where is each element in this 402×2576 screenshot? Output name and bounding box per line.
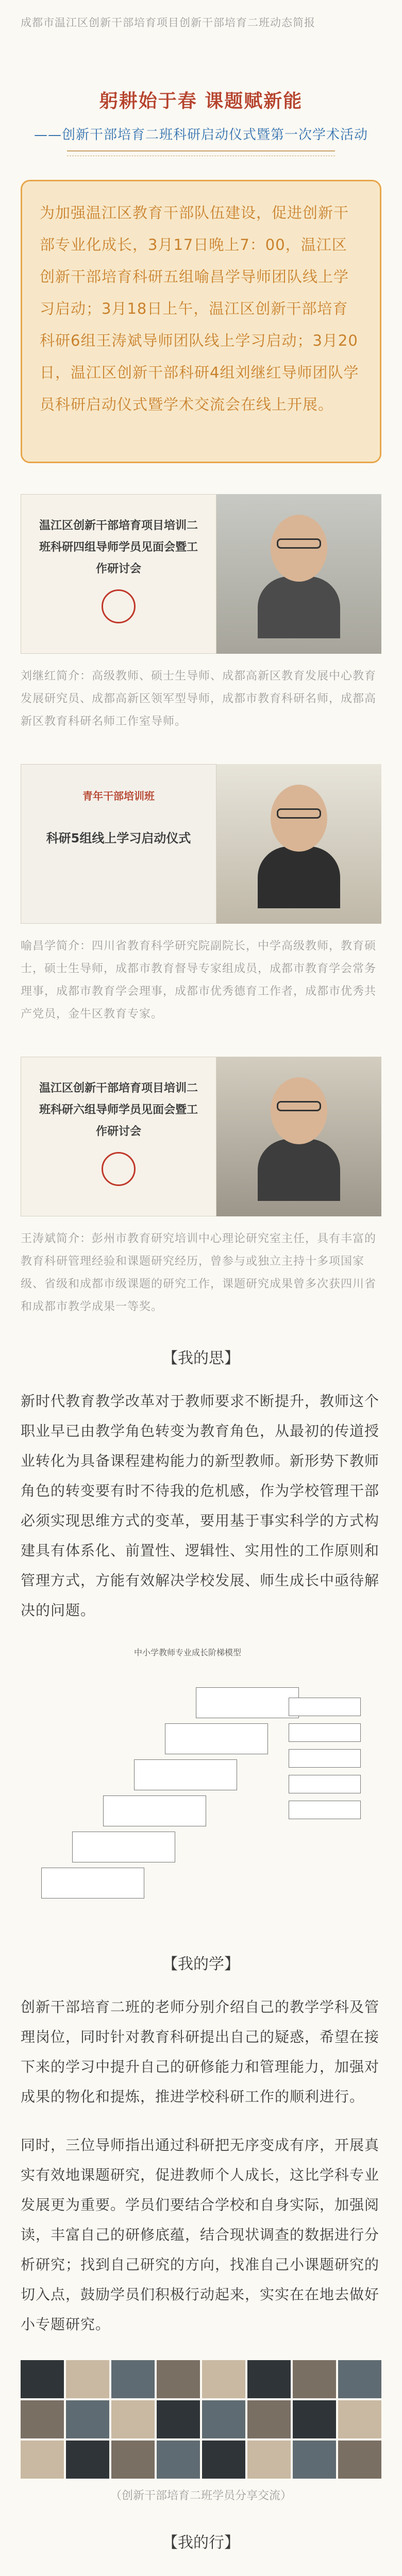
video-frame [216,764,381,924]
page-title: 躬耕始于春 课题赋新能 [99,91,303,112]
mentor-caption: 喻昌学简介：四川省教育科学研究院副院长，中学高级教师，教育硕士，硕士生导师，成都市教育督导专家组成员，成都市教育学会常务理事，成都市教育学会理事，成都市优秀德育工作者，成都市优秀共产党员，金牛区教育专家。 [21,940,377,1021]
section-paragraph [21,2571,381,2576]
meeting-slide [21,494,216,654]
intro-box: 为加强温江区教育干部队伍建设，促进创新干部专业化成长，3月17日晚上7：00，温江区创新干部培育科研五组喻昌学导师团队线上学习启动；3月18日上午，温江区创新干部培育科研6组王涛斌导师团队线上学习启动；3月20日，温江区创新干部科研4组刘继红导师团队学员科研启动仪式暨学术交流会在线上开展。 [21,180,381,463]
section-paragraph: 创新干部培育二班的老师分别介绍自己的教学学科及管理岗位，同时针对教育科研提出自己的疑惑，希望在接下来的学习中提升自己的研修能力和管理能力，加强对成果的物化和提炼，推进学校科研工作的顺利进行。 [21,1998,380,2105]
emblem-icon [102,589,136,623]
mentor-caption: 王涛斌简介：彭州市教育研究培训中心理论研究室主任，具有丰富的教育科研管理经验和课题研究经历，曾参与或独立主持十多项国家级、省级和成都市级课题的研究工作，课题研究成果曾多次获四川省和成都市教学成果一等奖。 [21,1232,377,1313]
title-divider [67,150,335,156]
diagram-title: 中小学教师专业成长阶梯模型 [134,1648,242,1657]
slide-banner: 青年干部培训班 [82,790,155,802]
page-subtitle: ——创新干部培育二班科研启动仪式暨第一次学术活动 [34,127,368,143]
slide-text: 温江区创新干部培育项目培训二班科研四组导师学员见面会暨工作研讨会 [39,519,198,575]
emblem-icon [102,1152,136,1186]
section-heading-learn: 【我的学】 [162,1955,240,1973]
meeting-slide [21,764,216,924]
section-heading-think: 【我的思】 [162,1349,240,1367]
meeting-slide [21,1057,216,1216]
video-frame [216,494,381,654]
section-heading-act: 【我的行】 [162,2534,240,2552]
slide-text: 科研5组线上学习启动仪式 [46,831,191,845]
photo-row-3 [21,1057,381,1216]
mentor-photo [258,785,340,908]
video-call-collage [21,2360,381,2479]
mentor-photo [258,1077,340,1201]
section-paragraph: 同时，三位导师指出通过科研把无序变成有序，开展真实有效地课题研究，促进教师个人成长，这比学科专业发展更为重要。学员们要结合学校和自身实际，加强阅读，丰富自己的研修底蕴，结合现状调查的数据进行分析研究；找到自己研究的方向，找准自己小课题研究的切入点，鼓励学员们积极行动起来，实实在在地去做好小专题研究。 [21,2137,380,2333]
mentor-photo [258,515,340,638]
collage-caption: （创新干部培育二班学员分享交流） [110,2489,292,2502]
breadcrumb: 成都市温江区创新干部培育项目创新干部培育二班动态简报 [21,16,315,29]
section-paragraph: 新时代教育教学改革对于教师要求不断提升，教师这个职业早已由教学角色转变为教育角色，从最初的传道授业转化为具备课程建构能力的新型教师。新形势下教师角色的转变要有时不待我的危机感，作为学校管理干部必须实现思维方式的变革，要用基于事实科学的方式构建具有体系化、前置性、逻辑性、实用性的工作原则和管理方式，方能有效解决学校发展、师生成长中亟待解决的问题。 [21,1393,380,1619]
slide-text: 温江区创新干部培育项目培训二班科研六组导师学员见面会暨工作研讨会 [39,1082,198,1138]
photo-row-1 [21,494,381,654]
video-frame [216,1057,381,1216]
title-block [0,87,402,156]
photo-row-2 [21,764,381,924]
mentor-caption: 刘继红简介：高级教师、硕士生导师、成都高新区教育发展中心教育发展研究员、成都高新区领军型导师，成都市教育科研名师，成都高新区教育科研名师工作室导师。 [21,670,377,728]
growth-ladder-diagram [21,1646,381,1924]
